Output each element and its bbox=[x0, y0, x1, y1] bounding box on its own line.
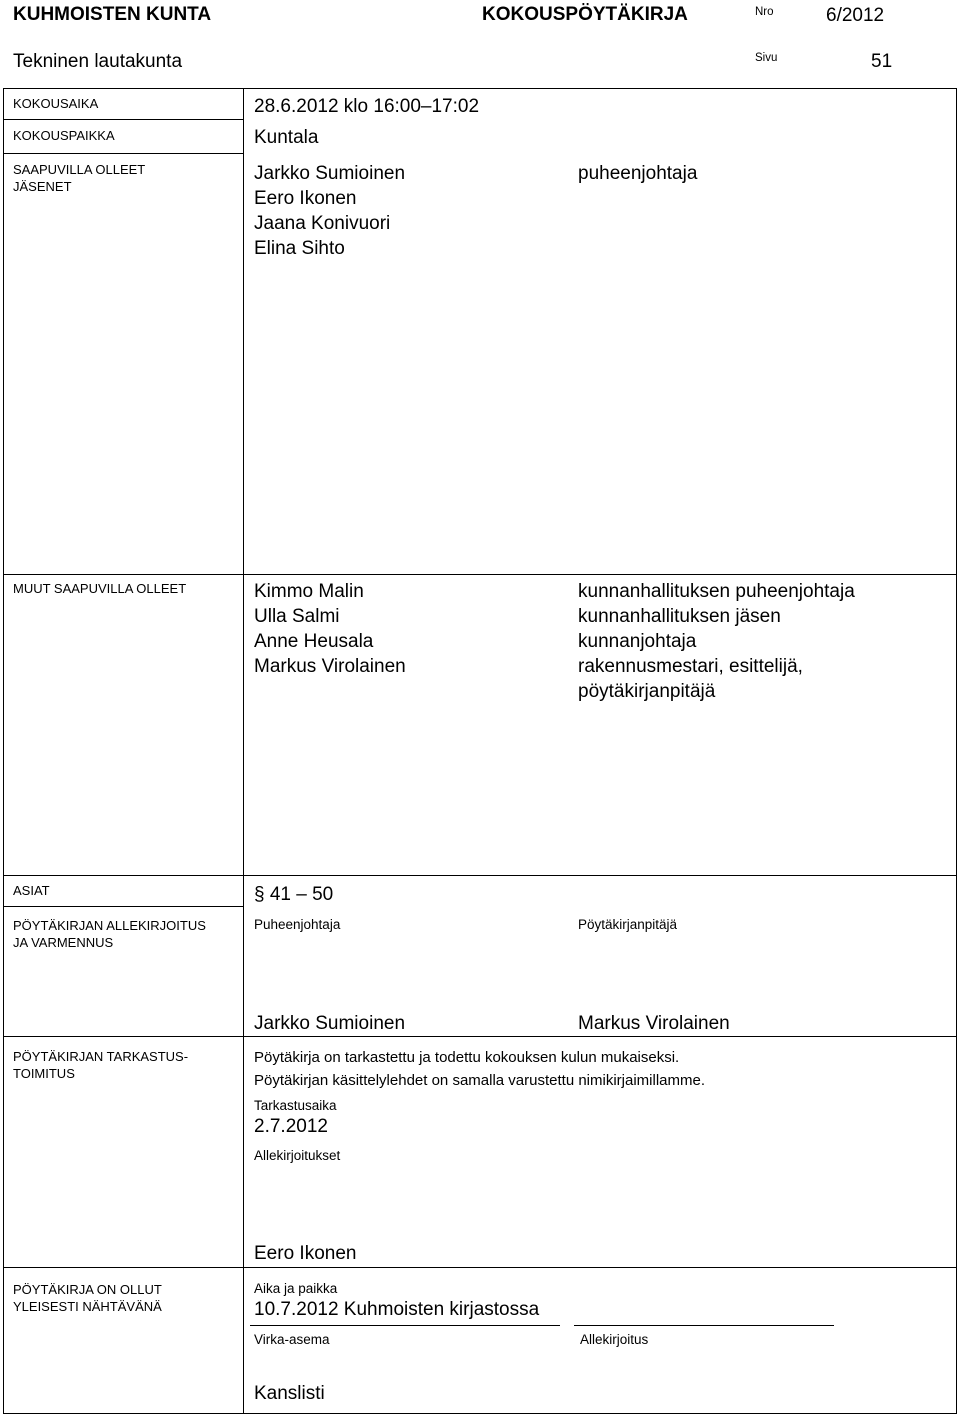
row-divider bbox=[3, 875, 957, 876]
public-label bbox=[13, 1281, 162, 1315]
frame-right bbox=[956, 88, 957, 1414]
secretary-signature-label: Pöytäkirjanpitäjä bbox=[578, 917, 678, 932]
secretary-name: Markus Virolainen bbox=[578, 1013, 730, 1034]
items-label: ASIAT bbox=[13, 883, 50, 898]
public-signature-label: Allekirjoitus bbox=[580, 1332, 649, 1347]
chair-name: Jarkko Sumioinen bbox=[254, 1013, 406, 1034]
review-label-line: PÖYTÄKIRJAN TARKASTUS- bbox=[13, 1049, 189, 1064]
signature-line bbox=[250, 1325, 560, 1326]
nro-value: 6/2012 bbox=[826, 5, 885, 26]
members-label-line: JÄSENET bbox=[13, 179, 72, 194]
review-text-line: Pöytäkirjan käsittelylehdet on samalla varustettu nimikirjaimillamme. bbox=[254, 1072, 706, 1089]
items-value: § 41 – 50 bbox=[254, 884, 334, 905]
review-text bbox=[254, 1046, 705, 1092]
frame-left bbox=[3, 88, 4, 1414]
member-name: Jarkko Sumioinen bbox=[254, 163, 406, 184]
meeting-time-value: 28.6.2012 klo 16:00–17:02 bbox=[254, 96, 480, 117]
row-divider bbox=[3, 1267, 957, 1268]
other-role: kunnanhallituksen jäsen bbox=[578, 606, 781, 627]
meeting-time-label: KOKOUSAIKA bbox=[13, 96, 99, 111]
municipality-name: KUHMOISTEN KUNTA bbox=[13, 4, 212, 25]
member-name: Elina Sihto bbox=[254, 238, 345, 259]
frame-bottom bbox=[3, 1413, 957, 1414]
member-name: Jaana Konivuori bbox=[254, 213, 391, 234]
other-name: Anne Heusala bbox=[254, 631, 374, 652]
meeting-place-value: Kuntala bbox=[254, 127, 319, 148]
signature-line bbox=[574, 1325, 834, 1326]
other-name: Ulla Salmi bbox=[254, 606, 340, 627]
other-name: Kimmo Malin bbox=[254, 581, 364, 602]
review-signatures-label: Allekirjoitukset bbox=[254, 1148, 341, 1163]
column-divider bbox=[243, 88, 244, 1414]
other-name: Markus Virolainen bbox=[254, 656, 406, 677]
public-label-line: PÖYTÄKIRJA ON OLLUT bbox=[13, 1282, 162, 1297]
others-label: MUUT SAAPUVILLA OLLEET bbox=[13, 581, 187, 596]
public-place-value: 10.7.2012 Kuhmoisten kirjastossa bbox=[254, 1299, 540, 1320]
row-divider bbox=[3, 906, 243, 907]
meeting-place-label: KOKOUSPAIKKA bbox=[13, 128, 115, 143]
other-role: kunnanjohtaja bbox=[578, 631, 697, 652]
row-divider bbox=[3, 153, 243, 154]
chair-signature-label: Puheenjohtaja bbox=[254, 917, 341, 932]
review-label bbox=[13, 1048, 188, 1082]
public-place-label: Aika ja paikka bbox=[254, 1281, 338, 1296]
other-role: rakennusmestari, esittelijä, bbox=[578, 656, 803, 677]
frame-top bbox=[3, 88, 957, 89]
row-divider bbox=[3, 119, 243, 120]
other-role: pöytäkirjanpitäjä bbox=[578, 681, 716, 702]
review-signer: Eero Ikonen bbox=[254, 1243, 357, 1264]
other-role: kunnanhallituksen puheenjohtaja bbox=[578, 581, 855, 602]
signature-label-line: JA VARMENNUS bbox=[13, 935, 114, 950]
document-type: KOKOUSPÖYTÄKIRJA bbox=[482, 4, 688, 25]
review-time-label: Tarkastusaika bbox=[254, 1098, 337, 1113]
review-label-line: TOIMITUS bbox=[13, 1066, 75, 1081]
public-label-line: YLEISESTI NÄHTÄVÄNÄ bbox=[13, 1299, 162, 1314]
others-roles bbox=[578, 579, 855, 704]
members-label-line: SAAPUVILLA OLLEET bbox=[13, 162, 146, 177]
public-position-label: Virka-asema bbox=[254, 1332, 330, 1347]
row-divider bbox=[3, 574, 957, 575]
members-list bbox=[254, 161, 405, 261]
row-divider bbox=[3, 1036, 957, 1037]
others-list bbox=[254, 579, 406, 679]
signature-label bbox=[13, 917, 206, 951]
member-name: Eero Ikonen bbox=[254, 188, 357, 209]
public-position-value: Kanslisti bbox=[254, 1383, 325, 1404]
signature-label-line: PÖYTÄKIRJAN ALLEKIRJOITUS bbox=[13, 918, 206, 933]
review-text-line: Pöytäkirja on tarkastettu ja todettu kokouksen kulun mukaiseksi. bbox=[254, 1049, 680, 1066]
members-label bbox=[13, 161, 145, 195]
body-name: Tekninen lautakunta bbox=[13, 51, 183, 72]
page-number: 51 bbox=[871, 51, 893, 72]
review-time-value: 2.7.2012 bbox=[254, 1116, 328, 1137]
nro-label: Nro bbox=[755, 6, 774, 18]
page-label: Sivu bbox=[755, 52, 778, 64]
chair-role: puheenjohtaja bbox=[578, 163, 698, 184]
